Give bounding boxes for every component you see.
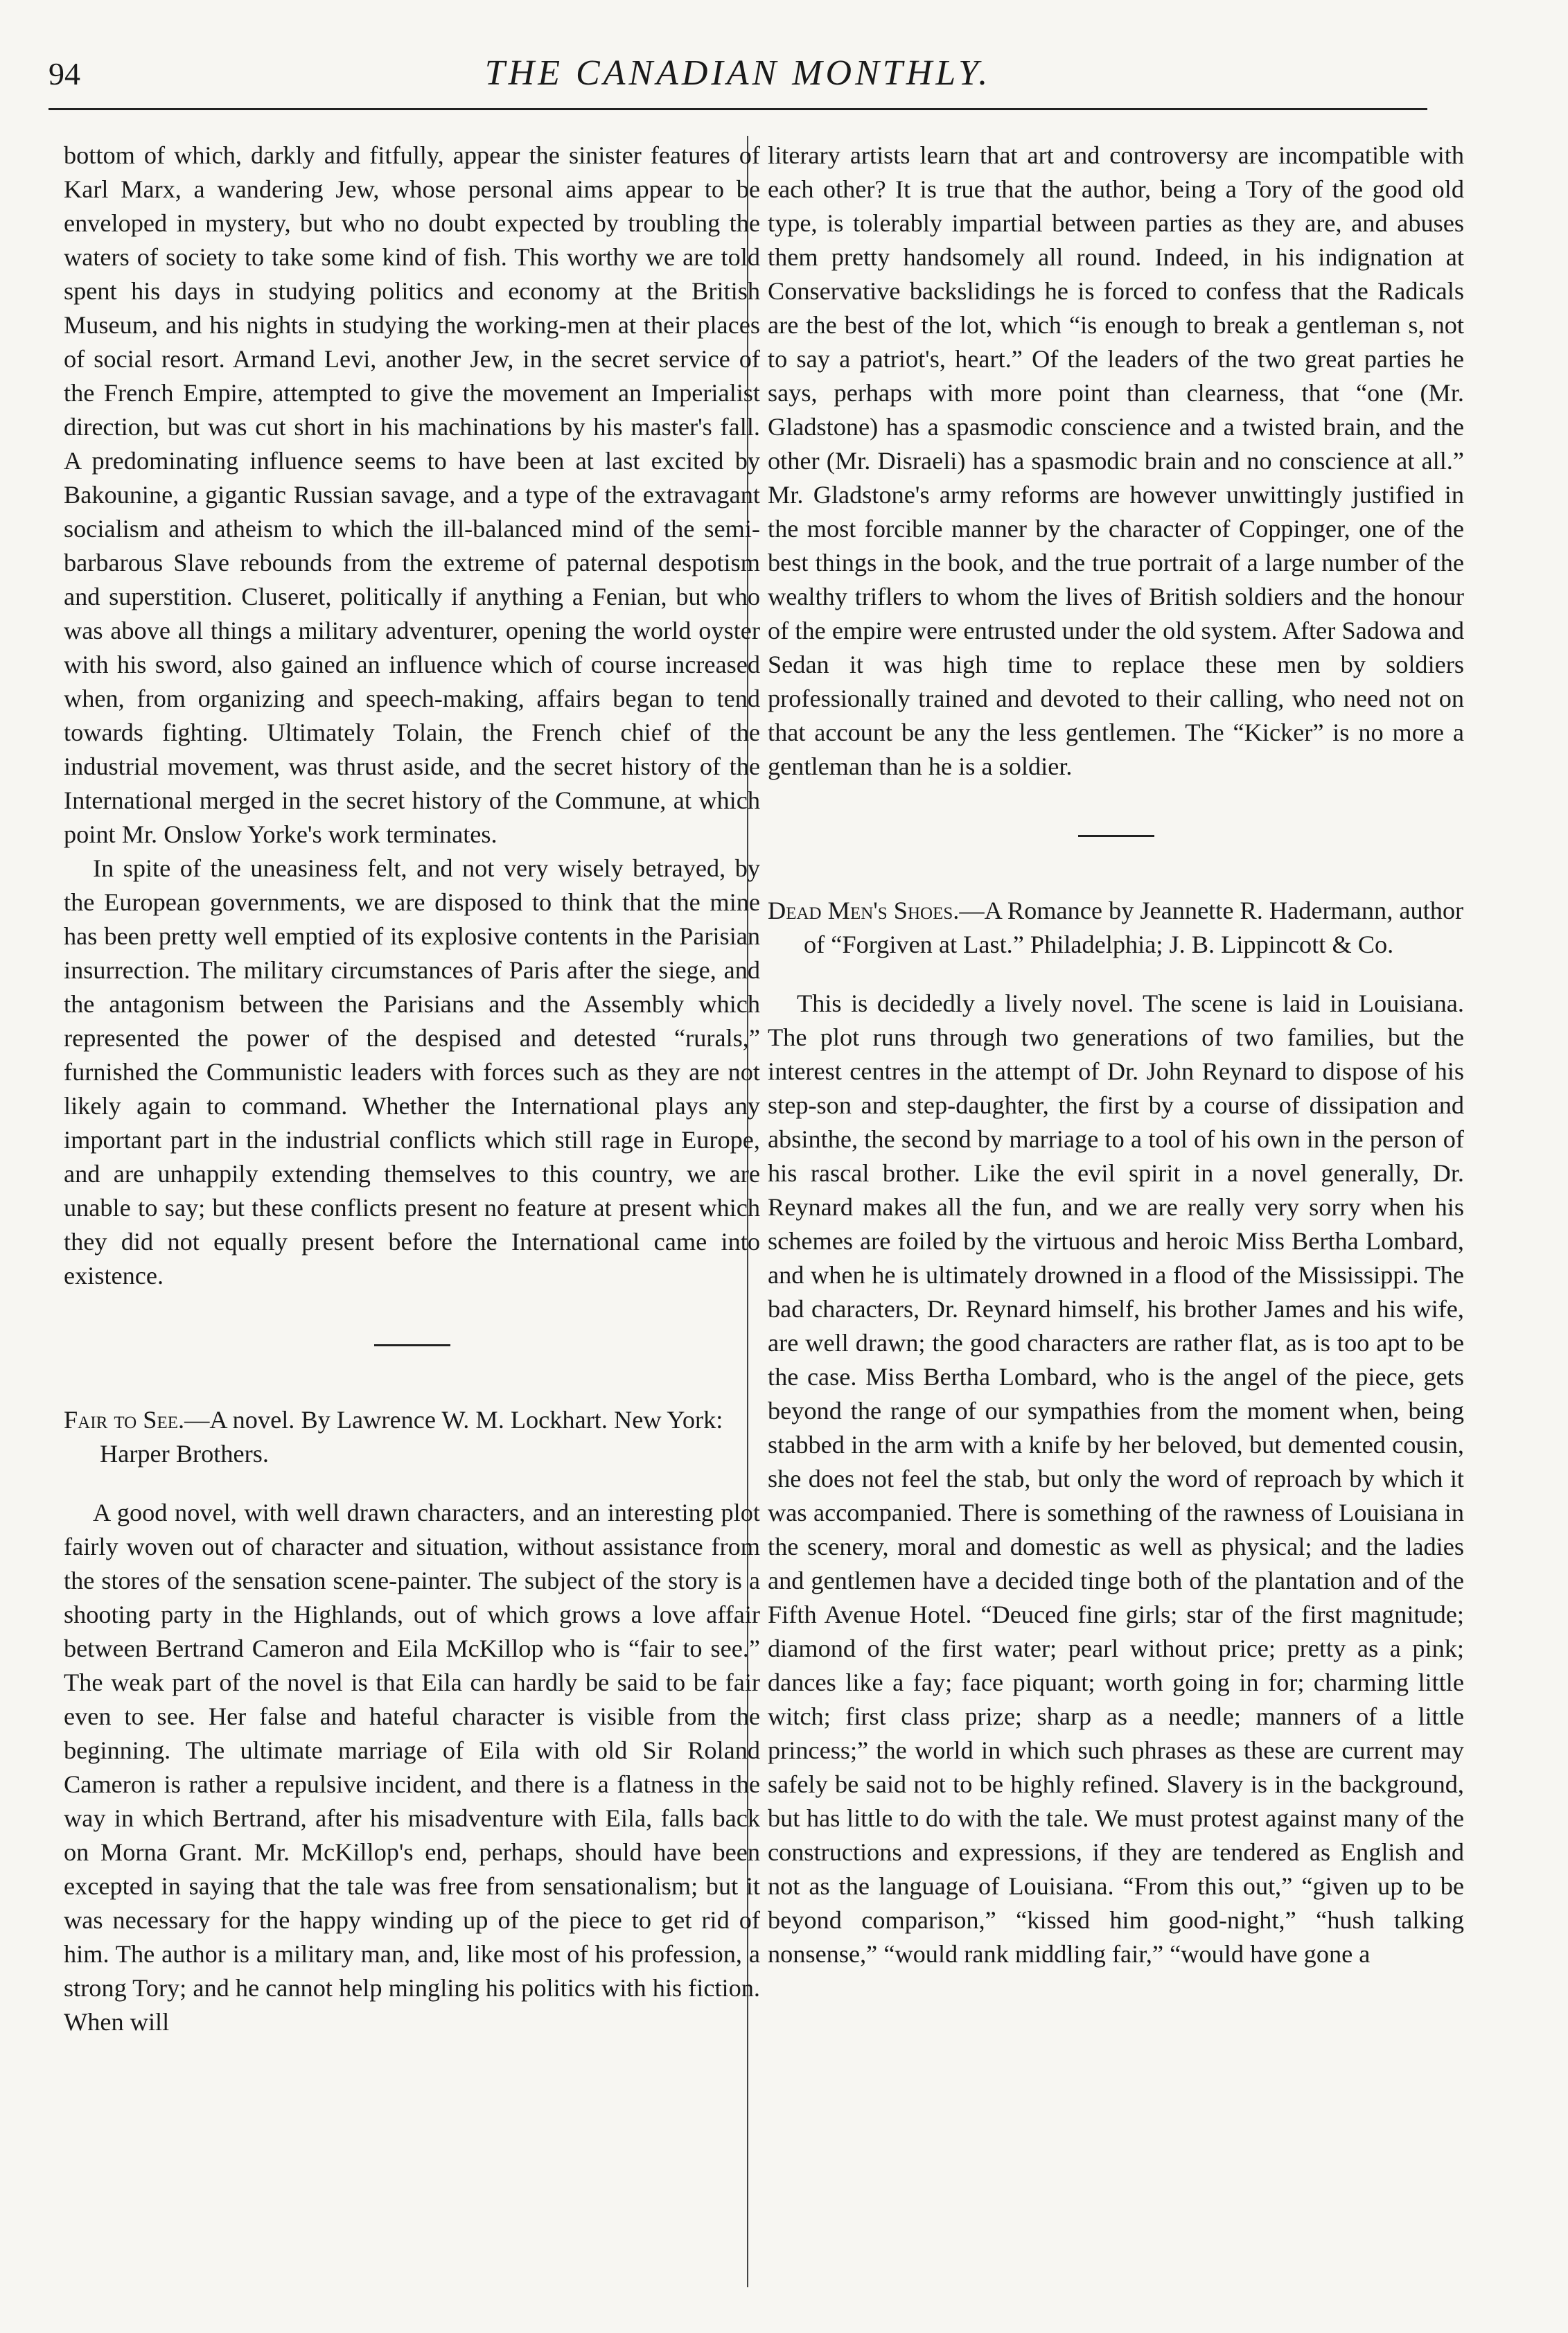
left-column [64, 139, 760, 2039]
paragraph: bottom of which, darkly and fitfully, appear the sinister features of Karl Marx, a wandering Jew, whose personal aims appear to be enveloped in mystery, but who no doubt expected by troubling the waters of society to take some kind of fish. This worthy we are told spent his days in studying politics and economy at the British Museum, and his nights in studying the working-men at their places of social resort. Armand Levi, another Jew, in the secret service of the French Empire, attempted to give the movement an Imperialist direction, but was cut short in his machinations by his master's fall. A predominating influence seems to have been at last excited by Bakounine, a gigantic Russian savage, and a type of the extravagant socialism and atheism to which the ill-balanced mind of the semi-barbarous Slave rebounds from the extreme of paternal despotism and superstition. Cluseret, politically if anything a Fenian, but who was above all things a military adventurer, opening the world oyster with his sword, also gained an influence which of course increased when, from organizing and speech-making, affairs began to tend towards fighting. Ultimately Tolain, the French chief of the industrial movement, was thrust aside, and the secret history of the International merged in the secret history of the Commune, at which point Mr. Onslow Yorke's work terminates. [64, 141, 760, 848]
review-heading [768, 894, 1464, 962]
review-citation: —A Romance by Jeannette R. Hadermann, author of “Forgiven at Last.” Philadelphia; J. B. Lippincott & Co. [804, 897, 1464, 958]
review-title: Fair to See. [64, 1406, 185, 1434]
running-title: THE CANADIAN MONTHLY. [484, 53, 992, 93]
review-citation: —A novel. By Lawrence W. M. Lockhart. New York: Harper Brothers. [100, 1406, 723, 1468]
section-separator [1078, 835, 1154, 837]
paragraph: literary artists learn that art and controversy are incompatible with each other? It is true that the author, being a Tory of the good old type, is tolerably impartial between parties as they are, and abuses them pretty handsomely all round. Indeed, in his indignation at Conservative backslidings he is forced to confess that the Radicals are the best of the lot, which “is enough to break a gentleman s, not to say a patriot's, heart.” Of the leaders of the two great parties he says, perhaps with more point than clearness, that “one (Mr. Gladstone) has a spasmodic conscience and a twisted brain, and the other (Mr. Disraeli) has a spasmodic brain and no conscience at all.” Mr. Gladstone's army reforms are however unwittingly justified in the most forcible manner by the character of Coppinger, one of the best things in the book, and the true portrait of a large number of the wealthy triflers to whom the lives of British soldiers and the honour of the empire were entrusted under the old system. After Sadowa and Sedan it was high time to replace these men by soldiers professionally trained and devoted to their calling, who need not on that account be any the less gentlemen. The “Kicker” is no more a gentleman than he is a soldier. [768, 141, 1464, 780]
review-body: A good novel, with well drawn characters, and an interesting plot fairly woven out of character and situation, without assistance from the stores of the sensation scene-painter. The subject of the story is a shooting party in the Highlands, out of which grows a love affair between Bertrand Cameron and Eila McKillop who is “fair to see.” The weak part of the novel is that Eila can hardly be said to be fair even to see. Her false and hateful character is visible from the beginning. The ultimate marriage of Eila with old Sir Roland Cameron is rather a repulsive incident, and there is a flatness in the way in which Bertrand, after his misadventure with Eila, falls back on Morna Grant. Mr. McKillop's end, perhaps, should have been excepted in saying that the tale was free from sensationalism; but it was necessary for the happy winding up of the piece to get rid of him. The author is a military man, and, like most of his profession, a strong Tory; and he cannot help mingling his politics with his fiction. When will [64, 1499, 760, 2036]
section-separator [374, 1344, 450, 1346]
review-heading [64, 1403, 760, 1471]
page-number: 94 [49, 56, 80, 91]
page-header [49, 50, 1427, 110]
review-body: This is decidedly a lively novel. The scene is laid in Louisiana. The plot runs through two generations of two families, but the interest centres in the attempt of Dr. John Reynard to dispose of his step-son and step-daughter, the first by a course of dissipation and absinthe, the second by marriage to a tool of his own in the person of his rascal brother. Like the evil spirit in a novel generally, Dr. Reynard makes all the fun, and we are really very sorry when his schemes are foiled by the virtuous and heroic Miss Bertha Lombard, and when he is ultimately drowned in a flood of the Mississippi. The bad characters, Dr. Reynard himself, his brother James and his wife, are well drawn; the good characters are rather flat, as is too apt to be the case. Miss Bertha Lombard, who is the angel of the piece, gets beyond the range of our sympathies from the moment when, being stabbed in the arm with a knife by her beloved, but demented cousin, she does not feel the stab, but only the word of reproach by which it was accompanied. There is something of the rawness of Louisiana in the scenery, moral and domestic as well as physical; and the ladies and gentlemen have a decided tinge both of the plantation and of the Fifth Avenue Hotel. “Deuced fine girls; star of the first magnitude; diamond of the first water; pearl without price; pretty as a pink; dances like a fay; face piquant; worth going in for; charming little witch; first class prize; sharp as a needle; manners of a little princess;” the world in which such phrases as these are current may safely be said not to be highly refined. Slavery is in the background, but has little to do with the tale. We must protest against many of the constructions and expressions, if they are tendered as English and not as the language of Louisiana. “From this out,” “given up to be beyond comparison,” “kissed him good-night,” “hush talking nonsense,” “would rank middling fair,” “would have gone a [768, 989, 1464, 1968]
review-title: Dead Men's Shoes. [768, 897, 960, 924]
right-column [768, 139, 1464, 1971]
paragraph: In spite of the uneasiness felt, and not very wisely betrayed, by the European governments, we are disposed to think that the mine has been pretty well emptied of its explosive contents in the Parisian insurrection. The military circumstances of Paris after the siege, and the antagonism between the Parisians and the Assembly which represented the power of the despised and detested “rurals,” furnished the Communistic leaders with forces such as they are not likely again to command. Whether the International plays any important part in the industrial conflicts which still rage in Europe, and are unhappily extending themselves to this country, we are unable to say; but these conflicts present no feature at present which they did not equally present before the International came into existence. [64, 854, 760, 1289]
